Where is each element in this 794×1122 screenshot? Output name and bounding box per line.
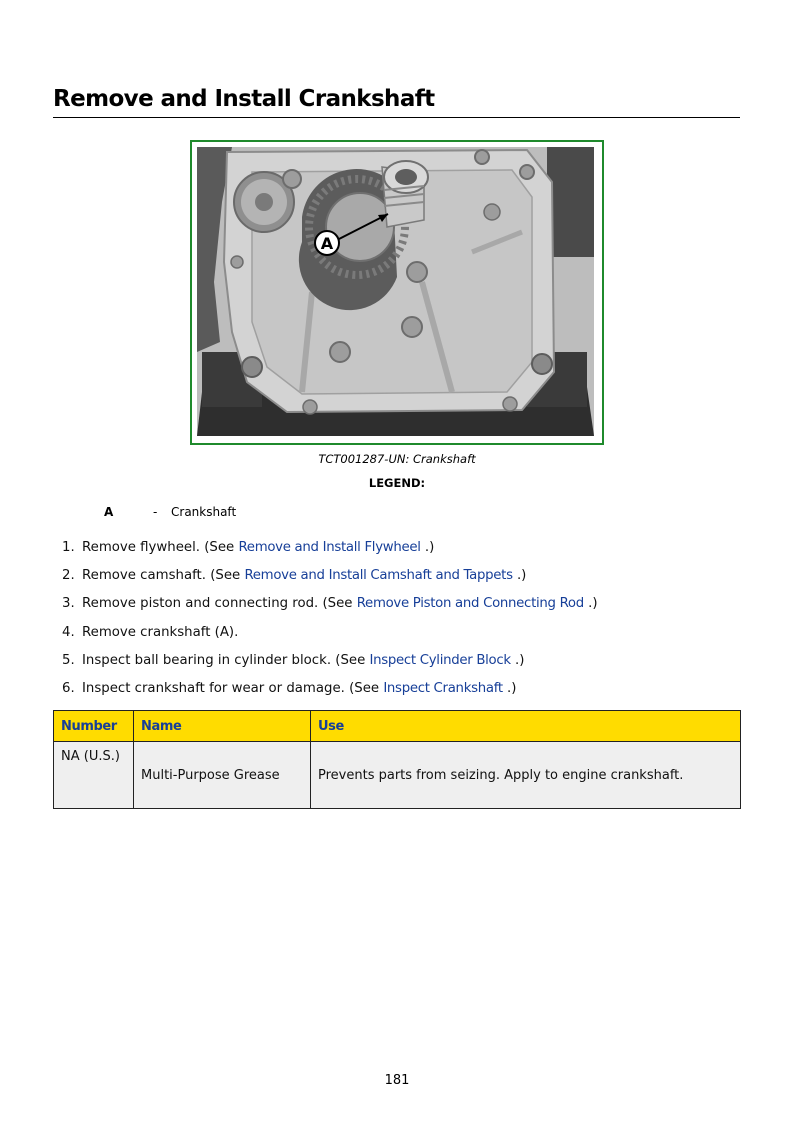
cell-name: Multi-Purpose Grease xyxy=(134,742,311,809)
link-inspect-crankshaft[interactable]: Inspect Crankshaft xyxy=(383,680,503,696)
table-row xyxy=(54,742,741,809)
parts-table xyxy=(53,710,741,809)
legend-heading: LEGEND: xyxy=(368,476,426,490)
procedure-steps xyxy=(62,540,598,709)
step-item: 2. Remove camshaft. (See Remove and Install Camshaft and Tappets .) xyxy=(62,568,527,584)
link-remove-piston-connecting-rod[interactable]: Remove Piston and Connecting Rod xyxy=(356,596,584,612)
step-item: 6. Inspect crankshaft for wear or damage. (See Inspect Crankshaft .) xyxy=(62,680,517,696)
legend-separator: - xyxy=(153,505,158,519)
column-header-use: Use xyxy=(311,711,741,742)
link-remove-install-camshaft-tappets[interactable]: Remove and Install Camshaft and Tappets xyxy=(244,568,513,584)
legend-key: A xyxy=(104,505,114,519)
step-item: 3. Remove piston and connecting rod. (See Remove Piston and Connecting Rod .) xyxy=(62,596,598,612)
legend-description: Crankshaft xyxy=(171,505,237,519)
page-title: Remove and Install Crankshaft xyxy=(53,86,740,118)
step-item: 1. Remove flywheel. (See Remove and Install Flywheel .) xyxy=(62,540,435,555)
cell-use: Prevents parts from seizing. Apply to engine crankshaft. xyxy=(311,742,741,809)
table-header-row xyxy=(54,711,741,742)
crankshaft-figure xyxy=(190,140,604,445)
page-number: 181 xyxy=(384,1073,410,1088)
step-item: 5. Inspect ball bearing in cylinder block. (See Inspect Cylinder Block .) xyxy=(62,652,525,668)
link-inspect-cylinder-block[interactable]: Inspect Cylinder Block xyxy=(369,652,511,668)
link-remove-install-flywheel[interactable]: Remove and Install Flywheel xyxy=(238,540,421,555)
figure-caption: TCT001287-UN: Crankshaft xyxy=(318,452,476,466)
step-item: 4. Remove crankshaft (A). xyxy=(62,624,239,640)
column-header-name: Name xyxy=(134,711,311,742)
cell-number: NA (U.S.) xyxy=(54,742,134,809)
column-header-number: Number xyxy=(54,711,134,742)
callout-a-label: A xyxy=(320,234,334,253)
crankshaft-photo xyxy=(192,142,598,439)
